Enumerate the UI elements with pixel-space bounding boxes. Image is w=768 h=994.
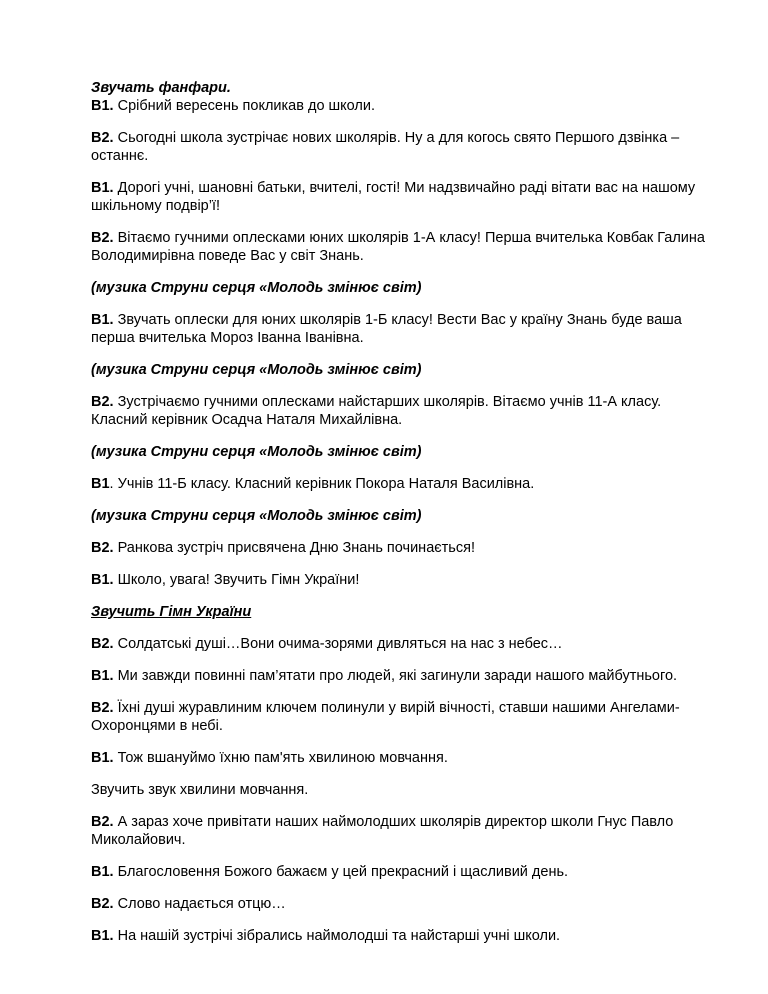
line-text: А зараз хоче привітати наших наймолодших школярів директор школи Гнус Павло Миколайович. xyxy=(91,814,674,848)
stage-direction xyxy=(91,79,721,97)
music-direction xyxy=(91,443,721,461)
speaker-label: В1. xyxy=(91,312,114,328)
speaker-label: В2. xyxy=(91,896,114,912)
speaker-label: В2. xyxy=(91,636,114,652)
line-text: Слово надається отцю… xyxy=(113,896,286,912)
speaker-label: В1 xyxy=(91,476,110,492)
dialogue-line xyxy=(91,927,721,945)
line-text: Благословення Божого бажаєм у цей прекрасний і щасливий день. xyxy=(113,864,569,880)
music-direction xyxy=(91,507,721,525)
line-text: Школо, увага! Звучить Гімн України! xyxy=(113,572,360,588)
line-text: Вітаємо гучними оплесками юних школярів 1-А класу! Перша вчителька Ковбак Галина Володимирівна поведе Вас у світ Знань. xyxy=(91,230,705,264)
dialogue-line xyxy=(91,699,721,735)
speaker-label: В1. xyxy=(91,864,114,880)
speaker-label: В1. xyxy=(91,750,114,766)
line-text: На нашій зустрічі зібрались наймолодші та найстарші учні школи. xyxy=(113,928,561,944)
speaker-label: В1. xyxy=(91,98,114,114)
speaker-label: В2. xyxy=(91,540,114,556)
speaker-label: В1. xyxy=(91,572,114,588)
line-text: Звучать оплески для юних школярів 1-Б класу! Вести Вас у країну Знань буде ваша перша вчителька Мороз Іванна Іванівна. xyxy=(91,312,682,346)
line-text: Сьогодні школа зустрічає нових школярів. Ну а для когось свято Першого дзвінка – останнє. xyxy=(91,130,680,164)
dialogue-line xyxy=(91,749,721,767)
music-direction-text: (музика Струни серця «Молодь змінює світ) xyxy=(91,362,422,378)
line-text: Їхні душі журавлиним ключем полинули у вирій вічності, ставши нашими Ангелами-Охоронцями в небі. xyxy=(91,700,680,734)
plain-text: Звучить звук хвилини мовчання. xyxy=(91,782,309,798)
music-direction xyxy=(91,279,721,297)
music-direction xyxy=(91,361,721,379)
dialogue-line xyxy=(91,129,721,165)
speaker-label: В1. xyxy=(91,180,114,196)
dialogue-line xyxy=(91,813,721,849)
dialogue-line xyxy=(91,863,721,881)
speaker-label: В2. xyxy=(91,230,114,246)
music-direction-text: (музика Струни серця «Молодь змінює світ) xyxy=(91,508,422,524)
stage-direction-text: Звучать фанфари. xyxy=(91,80,231,96)
speaker-label: В2. xyxy=(91,814,114,830)
speaker-label: В2. xyxy=(91,700,114,716)
dialogue-line xyxy=(91,667,721,685)
dialogue-line xyxy=(91,895,721,913)
dialogue-line xyxy=(91,539,721,557)
anthem-heading xyxy=(91,603,721,621)
speaker-label: В2. xyxy=(91,130,114,146)
line-text: Солдатські душі…Вони очима-зорями дивляться на нас з небес… xyxy=(113,636,563,652)
plain-paragraph xyxy=(91,781,721,799)
dialogue-line xyxy=(91,393,721,429)
line-text: Ми завжди повинні пам’ятати про людей, які загинули заради нашого майбутнього. xyxy=(113,668,678,684)
line-text: Дорогі учні, шановні батьки, вчителі, гості! Ми надзвичайно раді вітати вас на нашому шкільному подвір’ї! xyxy=(91,180,696,214)
dialogue-line xyxy=(91,311,721,347)
dialogue-line xyxy=(91,635,721,653)
music-direction-text: (музика Струни серця «Молодь змінює світ) xyxy=(91,280,422,296)
line-text: Ранкова зустріч присвячена Дню Знань починається! xyxy=(113,540,475,556)
dialogue-line xyxy=(91,229,721,265)
speaker-label: В2. xyxy=(91,394,114,410)
line-text: . Учнів 11-Б класу. Класний керівник Покора Наталя Василівна. xyxy=(109,476,535,492)
dialogue-line xyxy=(91,179,721,215)
speaker-label: В1. xyxy=(91,668,114,684)
dialogue-line xyxy=(91,571,721,589)
line-text: Срібний вересень покликав до школи. xyxy=(113,98,376,114)
line-text: Зустрічаємо гучними оплесками найстарших школярів. Вітаємо учнів 11-А класу. Класний керівник Осадча Наталя Михайлівна. xyxy=(91,394,662,428)
dialogue-line xyxy=(91,475,721,493)
music-direction-text: (музика Струни серця «Молодь змінює світ) xyxy=(91,444,422,460)
line-text: Тож вшануймо їхню пам'ять хвилиною мовчання. xyxy=(113,750,448,766)
anthem-heading-text: Звучить Гімн України xyxy=(91,604,252,620)
document-page xyxy=(91,79,721,959)
dialogue-line xyxy=(91,97,721,115)
speaker-label: В1. xyxy=(91,928,114,944)
